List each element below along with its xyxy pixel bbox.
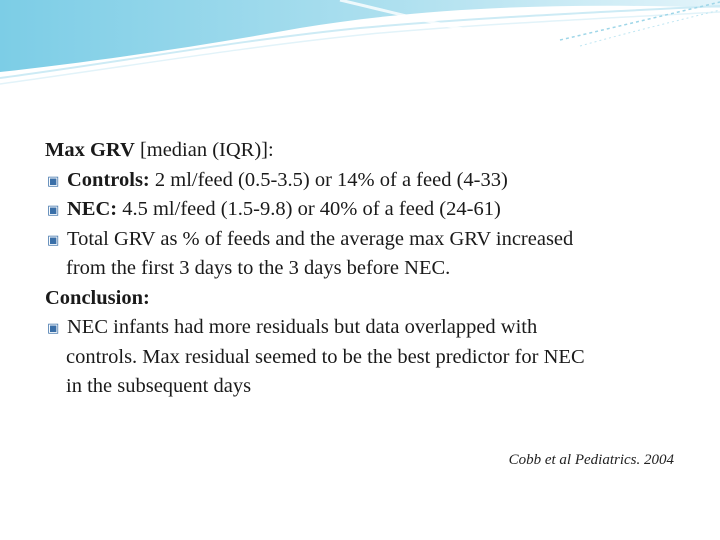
heading-line <box>45 136 685 166</box>
bullet-label: NEC: <box>67 198 118 220</box>
slide-body <box>45 136 685 402</box>
bullet-text-continuation: controls. Max residual seemed to be the best predictor for NEC <box>66 345 585 368</box>
bullet-text: NEC infants had more residuals but data overlapped with <box>67 316 538 338</box>
book-bullet-icon: ▣ <box>47 231 60 247</box>
bullet-text-continuation: from the first 3 days to the 3 days before NEC. <box>66 257 451 279</box>
bullet-text-continuation: in the subsequent days <box>66 375 252 397</box>
bullet-label: Controls: <box>67 168 150 191</box>
bullet-conclusion <box>45 313 685 343</box>
bullet-text: Total GRV as % of feeds and the average max GRV increased <box>67 227 574 250</box>
citation: Cobb et al Pediatrics. 2004 <box>508 452 674 468</box>
conclusion-heading: Conclusion: <box>45 286 150 309</box>
bullet-nec <box>45 195 685 225</box>
heading-rest: [median (IQR)]: <box>134 139 274 161</box>
book-bullet-icon: ▣ <box>47 172 60 188</box>
header-wave-decoration <box>0 0 720 100</box>
book-bullet-icon: ▣ <box>47 320 60 335</box>
heading-bold: Max GRV <box>45 139 135 161</box>
bullet-text: 2 ml/feed (0.5-3.5) or 14% of a feed (4-33) <box>149 168 508 191</box>
bullet-total-grv <box>45 225 685 255</box>
bullet-text: 4.5 ml/feed (1.5-9.8) or 40% of a feed (24-61) <box>117 198 501 220</box>
book-bullet-icon: ▣ <box>47 202 60 217</box>
bullet-controls <box>45 166 685 196</box>
